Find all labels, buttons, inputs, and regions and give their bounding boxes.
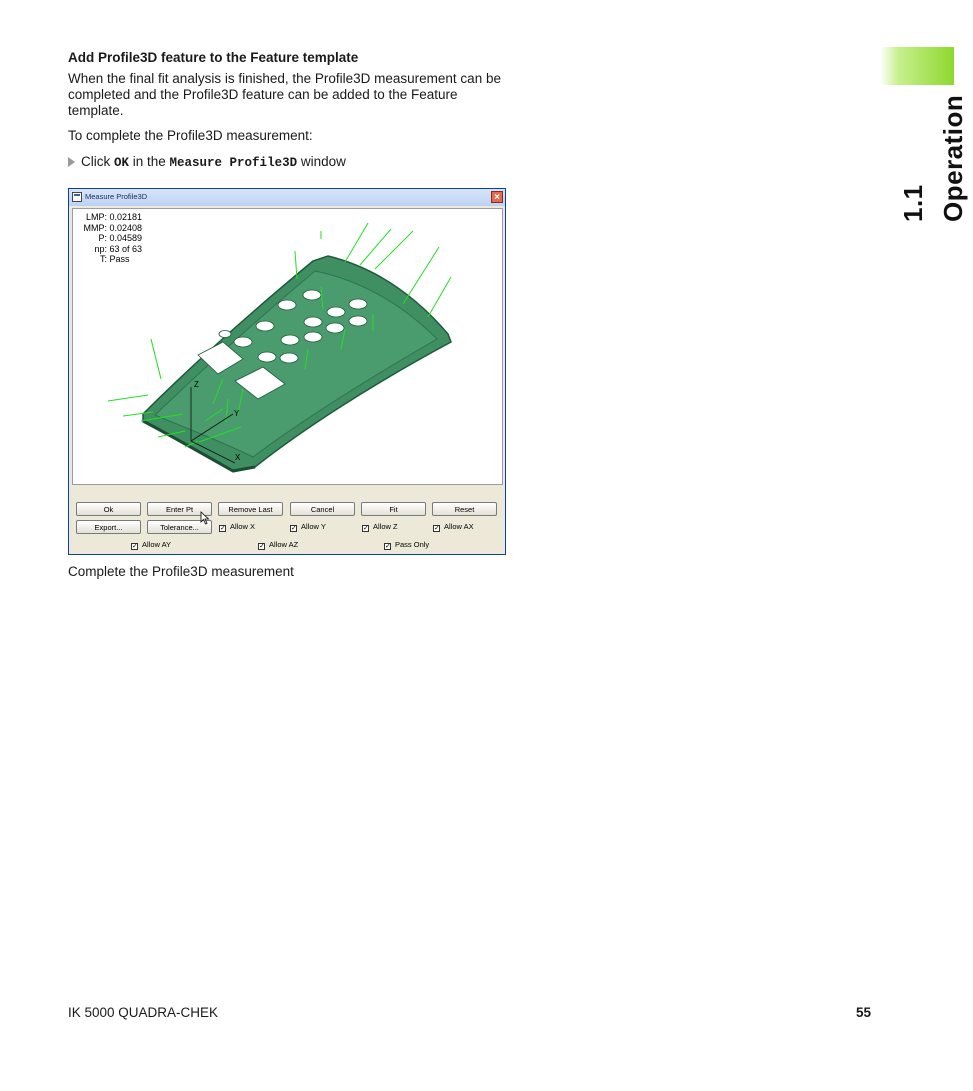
hole [349,299,367,309]
fit-button[interactable]: Fit [361,502,426,516]
step-key: OK [114,156,130,170]
step-prefix: Click [81,154,114,169]
hole [281,335,299,345]
allow-az-checkbox[interactable]: ✓ Allow AZ [259,540,299,550]
hole [304,332,322,342]
probe-line [345,223,368,262]
reset-button[interactable]: Reset [432,502,497,516]
step-instruction [68,154,346,171]
footer-product: IK 5000 QUADRA-CHEK [68,1005,219,1020]
hole [219,331,231,338]
hole [234,337,252,347]
stat-p: P: 0.04589 [98,233,143,243]
stat-np: np: 63 of 63 [94,243,143,254]
hole [256,321,274,331]
tolerance-button[interactable]: Tolerance... [147,520,212,534]
probe-line [151,339,161,379]
mouse-pointer-icon [200,511,210,525]
hole [327,307,345,317]
section-heading: Add Profile3D feature to the Feature template [68,50,359,65]
hole [326,323,344,333]
step-arrow-icon [68,157,75,167]
pass-only-checkbox[interactable]: ✓ Pass Only [385,540,430,550]
hole [280,353,298,363]
hole [258,352,276,362]
hole [304,317,322,327]
y-axis-label: Y [234,409,240,418]
window-app-icon [72,192,82,202]
fit-statistics [77,212,142,265]
window-close-button[interactable]: × [491,191,503,203]
allow-x-checkbox[interactable]: ✓ Allow X [220,522,256,532]
remove-last-button[interactable]: Remove Last [218,502,283,516]
footer-page-number: 55 [856,1005,872,1020]
hole [349,316,367,326]
probe-line [375,231,413,269]
figure-caption: Complete the Profile3D measurement [68,564,294,579]
export-button[interactable]: Export... [76,520,141,534]
probe-line [403,247,439,304]
hole [303,290,321,300]
step-middle: in the [129,154,170,169]
intro-paragraph: When the final fit analysis is finished, the Profile3D measurement can be completed and the Profile3D feature can be added to the Feature template. [68,71,501,118]
allow-ax-checkbox[interactable]: ✓ Allow AX [434,522,474,532]
allow-y-checkbox[interactable]: ✓ Allow Y [291,522,326,532]
cancel-button[interactable]: Cancel [290,502,355,516]
probe-line [360,229,391,265]
stat-t: T: Pass [99,254,130,264]
window-title: Measure Profile3D [85,192,148,201]
hole [278,300,296,310]
z-axis-label: Z [194,380,199,389]
allow-ay-checkbox[interactable]: ✓ Allow AY [132,540,172,550]
measure-profile3d-window [68,188,506,555]
stat-lmp: LMP: 0.02181 [85,212,143,222]
profile-3d-view[interactable] [72,208,503,485]
x-axis-label: X [235,453,241,462]
allow-z-checkbox[interactable]: ✓ Allow Z [363,522,398,532]
probe-line [428,277,451,317]
step-suffix: window [297,154,346,169]
step-window-name: Measure Profile3D [169,156,298,170]
section-title: 1.1 Operation [898,94,968,222]
stat-mmp: MMP: 0.02408 [83,222,143,233]
window-titlebar[interactable] [69,189,505,206]
probe-line [108,395,148,401]
enter-pt-button[interactable]: Enter Pt [147,502,212,516]
instruction-paragraph: To complete the Profile3D measurement: [68,128,313,143]
ok-button[interactable]: Ok [76,502,141,516]
